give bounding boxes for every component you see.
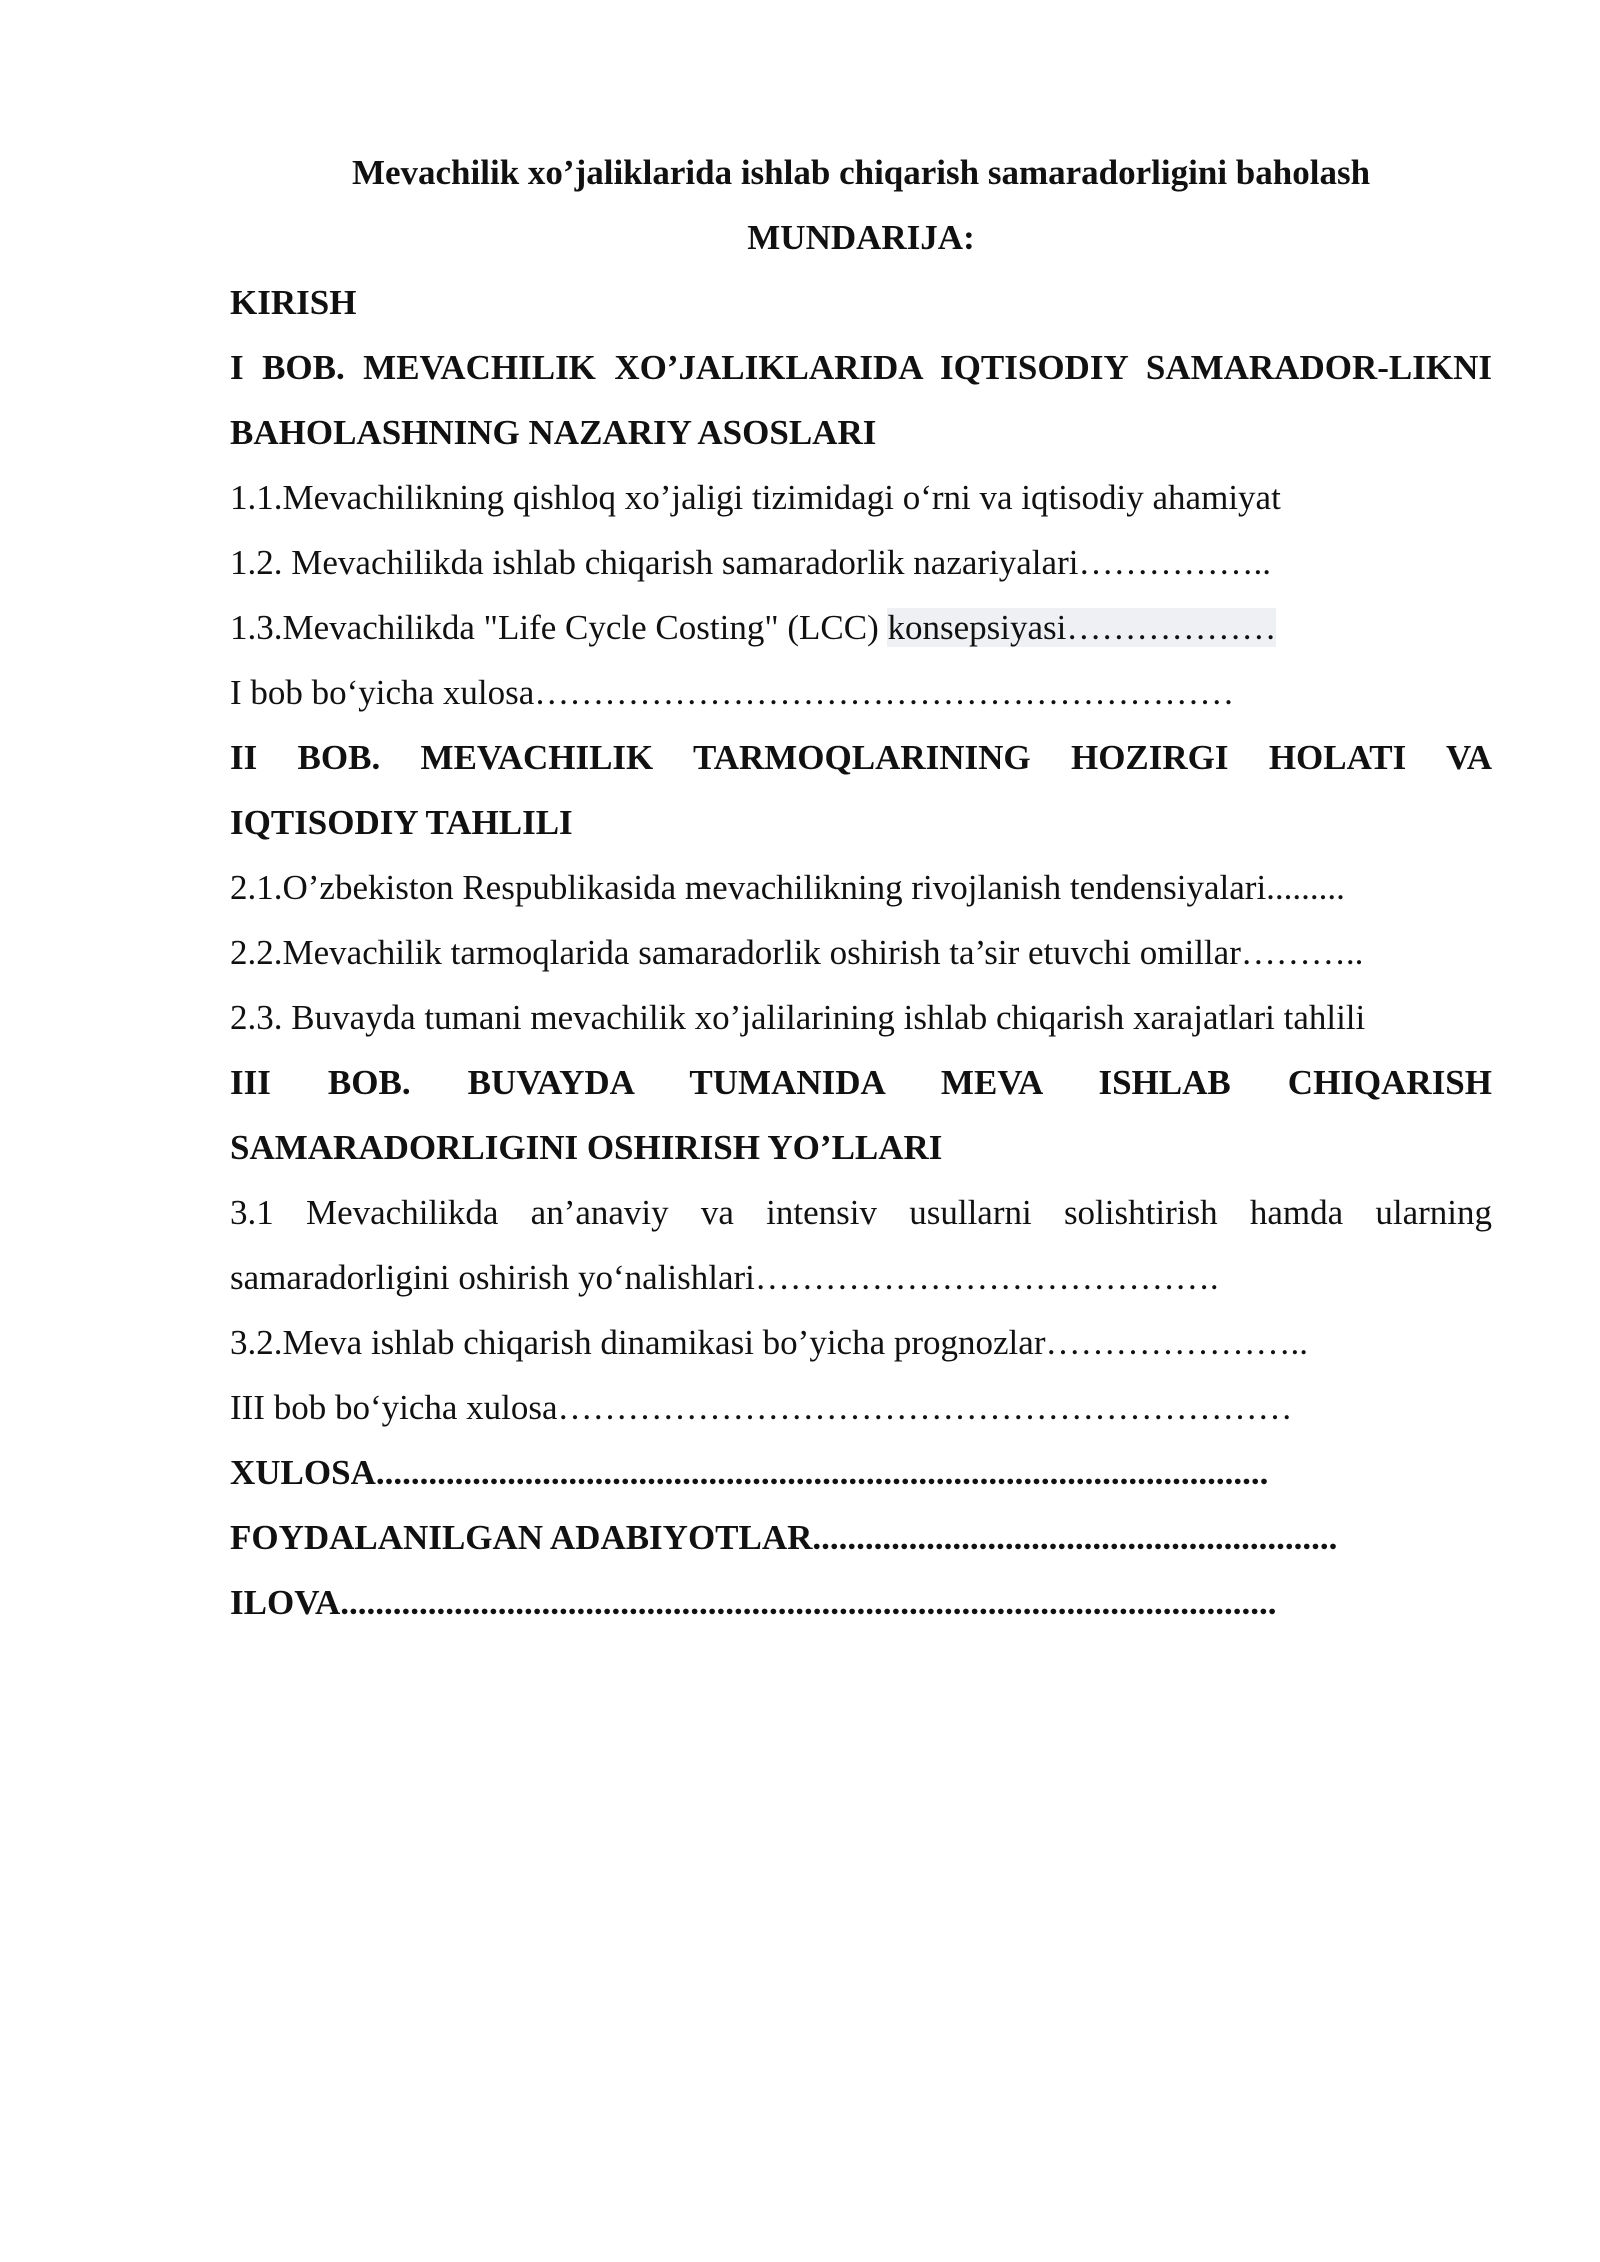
toc-entry-3-2: 3.2.Meva ishlab chiqarish dinamikasi bo’yicha prognozlar………………….. bbox=[230, 1323, 1308, 1362]
toc-entry-references: FOYDALANILGAN ADABIYOTLAR............................................................ bbox=[230, 1518, 1338, 1557]
toc-heading: MUNDARIJA: bbox=[747, 218, 975, 257]
document-title: Mevachilik xo’jaliklarida ishlab chiqarish samaradorligini baholash bbox=[351, 153, 1371, 192]
toc-entry-1-3-text: 1.3.Mevachilikda "Life Cycle Costing" (LCC) bbox=[230, 608, 888, 647]
toc-entry-appendix: ILOVA........................................................................................................... bbox=[230, 1583, 1277, 1622]
toc-entry-xulosa: XULOSA...................................................................................................... bbox=[230, 1453, 1269, 1492]
toc-entry-chapter-2: II BOB. MEVACHILIK TARMOQLARINING HOZIRGI HOLATI VA IQTISODIY TAHLILI bbox=[230, 738, 1492, 842]
toc-entry-3-1: 3.1 Mevachilikda an’anaviy va intensiv usullarni solishtirish hamda ularning samaradorligini oshirish yo‘nalishlari…………………………………. bbox=[230, 1193, 1492, 1297]
toc-entry-1-3 bbox=[230, 595, 1492, 660]
toc-entry-kirish: KIRISH bbox=[230, 283, 357, 322]
toc-entry-2-1: 2.1.O’zbekiston Respublikasida mevachilikning rivojlanish tendensiyalari......... bbox=[230, 868, 1345, 907]
toc-entry-chapter-3: III BOB. BUVAYDA TUMANIDA MEVA ISHLAB CHIQARISH SAMARADORLIGINI OSHIRISH YO’LLARI bbox=[230, 1063, 1492, 1167]
toc-entry-chapter-1-conclusion: I bob bo‘yicha xulosa…………………………………………………… bbox=[230, 673, 1235, 712]
toc-entry-1-1: 1.1.Mevachilikning qishloq xo’jaligi tizimidagi o‘rni va iqtisodiy ahamiyat bbox=[230, 478, 1281, 517]
toc-entry-2-2: 2.2.Mevachilik tarmoqlarida samaradorlik oshirish ta’sir etuvchi omillar……….. bbox=[230, 933, 1364, 972]
toc-entry-chapter-3-conclusion: III bob bo‘yicha xulosa……………………………………………………… bbox=[230, 1388, 1293, 1427]
toc-entry-1-2: 1.2. Mevachilikda ishlab chiqarish samaradorlik nazariyalari…………….. bbox=[230, 543, 1271, 582]
toc-entry-2-3: 2.3. Buvayda tumani mevachilik xo’jalilarining ishlab chiqarish xarajatlari tahlili bbox=[230, 998, 1366, 1037]
page-content bbox=[230, 140, 1492, 1635]
toc-entry-1-3-highlighted-text: konsepsiyasi……………… bbox=[887, 608, 1277, 647]
toc-entry-chapter-1: I BOB. MEVACHILIK XO’JALIKLARIDA IQTISODIY SAMARADOR-LIKNI BAHOLASHNING NAZARIY ASOSLARI bbox=[230, 348, 1492, 452]
